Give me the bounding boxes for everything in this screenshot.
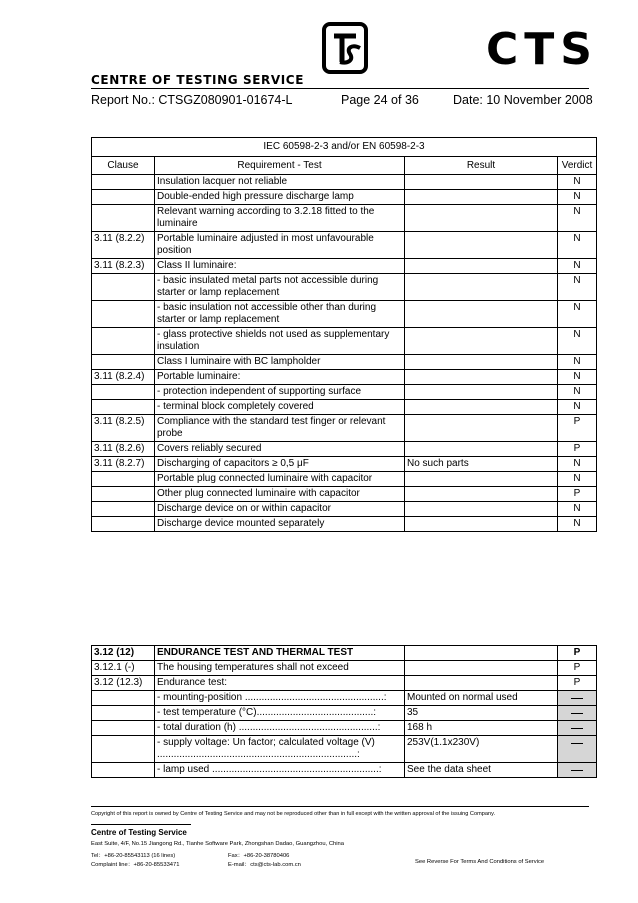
verdict-cell: N (558, 175, 597, 190)
header-divider (91, 88, 589, 89)
result-cell: 35 (405, 706, 558, 721)
report-number: Report No.: CTSGZ080901-01674-L (91, 93, 293, 107)
table-row (92, 274, 597, 301)
table-row (92, 205, 597, 232)
clause-cell (92, 400, 155, 415)
footer-address: East Suite, 4/F, No.15 Jiangong Rd., Tianhe Software Park, Zhongshan Dadao, Guangzhou, China (91, 841, 344, 847)
requirement-cell: - protection independent of supporting surface (155, 385, 405, 400)
verdict-cell: N (558, 517, 597, 532)
verdict-cell: N (558, 385, 597, 400)
result-cell (405, 175, 558, 190)
report-date: Date: 10 November 2008 (453, 93, 593, 107)
table-row (92, 472, 597, 487)
requirement-cell: Portable luminaire adjusted in most unfavourable position (155, 232, 405, 259)
result-cell (405, 415, 558, 442)
requirement-cell: Discharge device on or within capacitor (155, 502, 405, 517)
table-row (92, 706, 597, 721)
result-cell: 253V(1.1x230V) (405, 736, 558, 763)
verdict-header: Verdict (558, 157, 597, 175)
table-row (92, 763, 597, 778)
clause-cell (92, 502, 155, 517)
result-cell (405, 661, 558, 676)
verdict-cell: N (558, 259, 597, 274)
clause-cell (92, 736, 155, 763)
table-row (92, 661, 597, 676)
verdict-cell (558, 763, 597, 778)
requirement-cell: Other plug connected luminaire with capacitor (155, 487, 405, 502)
requirement-cell: - basic insulation not accessible other than during starter or lamp replacement (155, 301, 405, 328)
requirement-cell: - mounting-position ..................................................: (155, 691, 405, 706)
clause-cell (92, 763, 155, 778)
clause-cell: 3.12.1 (-) (92, 661, 155, 676)
footer-company: Centre of Testing Service (91, 828, 187, 837)
verdict-cell: P (558, 487, 597, 502)
table-row (92, 442, 597, 457)
requirement-cell: - basic insulated metal parts not accessible during starter or lamp replacement (155, 274, 405, 301)
verdict-cell: N (558, 457, 597, 472)
clause-cell (92, 328, 155, 355)
not-applicable-dash (571, 698, 583, 699)
footer-tel: Tel：+86-20-85543113 (16 lines) (91, 853, 176, 859)
result-cell (405, 301, 558, 328)
cts-logo: CTS (486, 24, 598, 75)
verdict-cell: P (558, 442, 597, 457)
table-row (92, 502, 597, 517)
footer-divider (91, 806, 589, 807)
requirement-cell: Covers reliably secured (155, 442, 405, 457)
footer-terms: See Reverse For Terms And Conditions of Service (415, 859, 545, 865)
requirement-cell: Compliance with the standard test finger or relevant probe (155, 415, 405, 442)
result-cell (405, 190, 558, 205)
table-row (92, 691, 597, 706)
table-row (92, 457, 597, 472)
table-row (92, 517, 597, 532)
table-row (92, 721, 597, 736)
clause-cell (92, 385, 155, 400)
footer-complaint: Complaint line：+86-20-85533471 (91, 862, 180, 868)
requirement-cell: - total duration (h) ..................................................: (155, 721, 405, 736)
cs-logo-icon (322, 22, 368, 74)
not-applicable-dash (571, 713, 583, 714)
clause-cell: 3.12 (12) (92, 646, 155, 661)
table-row (92, 370, 597, 385)
requirement-cell: - lamp used ............................................................: (155, 763, 405, 778)
requirement-cell: Portable plug connected luminaire with capacitor (155, 472, 405, 487)
result-cell: 168 h (405, 721, 558, 736)
verdict-cell: P (558, 661, 597, 676)
clause-cell (92, 190, 155, 205)
table-row (92, 385, 597, 400)
verdict-cell: N (558, 355, 597, 370)
result-cell (405, 259, 558, 274)
verdict-cell (558, 706, 597, 721)
requirement-cell: - supply voltage: Un factor; calculated voltage (V) ........................................................................: (155, 736, 405, 763)
verdict-cell: N (558, 190, 597, 205)
verdict-cell: N (558, 502, 597, 517)
result-cell: See the data sheet (405, 763, 558, 778)
not-applicable-dash (571, 728, 583, 729)
clause-cell (92, 691, 155, 706)
footer-email: E-mail：cts@cts-lab.com.cn (228, 862, 301, 868)
requirements-table (91, 137, 597, 532)
clause-header: Clause (92, 157, 155, 175)
clause-cell: 3.11 (8.2.7) (92, 457, 155, 472)
table-header-row (92, 157, 597, 175)
table-row (92, 736, 597, 763)
clause-cell: 3.11 (8.2.2) (92, 232, 155, 259)
requirement-cell: Discharge device mounted separately (155, 517, 405, 532)
result-cell (405, 646, 558, 661)
requirement-cell: Discharging of capacitors ≥ 0,5 μF (155, 457, 405, 472)
requirement-cell: Double-ended high pressure discharge lamp (155, 190, 405, 205)
company-name: CENTRE OF TESTING SERVICE (91, 73, 305, 87)
result-cell (405, 676, 558, 691)
result-cell (405, 385, 558, 400)
clause-cell (92, 487, 155, 502)
clause-cell (92, 355, 155, 370)
clause-cell (92, 175, 155, 190)
not-applicable-dash (571, 743, 583, 744)
verdict-cell: N (558, 274, 597, 301)
requirement-cell: Insulation lacquer not reliable (155, 175, 405, 190)
requirement-cell: - terminal block completely covered (155, 400, 405, 415)
requirement-cell: ENDURANCE TEST AND THERMAL TEST (155, 646, 405, 661)
verdict-cell: N (558, 232, 597, 259)
requirement-cell: The housing temperatures shall not exceed (155, 661, 405, 676)
result-cell (405, 205, 558, 232)
result-cell (405, 355, 558, 370)
clause-cell (92, 274, 155, 301)
clause-cell (92, 706, 155, 721)
clause-cell: 3.12 (12.3) (92, 676, 155, 691)
verdict-cell: N (558, 400, 597, 415)
verdict-cell: P (558, 646, 597, 661)
clause-cell: 3.11 (8.2.3) (92, 259, 155, 274)
requirement-cell: Endurance test: (155, 676, 405, 691)
table-title-row (92, 138, 597, 157)
table-row (92, 175, 597, 190)
verdict-cell: N (558, 370, 597, 385)
clause-cell (92, 205, 155, 232)
verdict-cell: N (558, 205, 597, 232)
requirement-header: Requirement - Test (155, 157, 405, 175)
clause-cell (92, 721, 155, 736)
table-row (92, 487, 597, 502)
clause-cell: 3.11 (8.2.6) (92, 442, 155, 457)
requirement-cell: Relevant warning according to 3.2.18 fitted to the luminaire (155, 205, 405, 232)
result-cell: No such parts (405, 457, 558, 472)
result-cell (405, 274, 558, 301)
table-row (92, 400, 597, 415)
table-row (92, 355, 597, 370)
clause-cell (92, 301, 155, 328)
verdict-cell: N (558, 328, 597, 355)
clause-cell: 3.11 (8.2.4) (92, 370, 155, 385)
page-number: Page 24 of 36 (341, 93, 419, 107)
table-row (92, 415, 597, 442)
requirement-cell: Class I luminaire with BC lampholder (155, 355, 405, 370)
verdict-cell: P (558, 676, 597, 691)
copyright-notice: Copyright of this report is owned by Centre of Testing Service and may not be reproduced other than in full except with the written approval of the issuing Company. (91, 811, 496, 817)
footer-short-divider (91, 824, 191, 825)
table-row (92, 328, 597, 355)
result-cell (405, 232, 558, 259)
endurance-table (91, 645, 597, 778)
not-applicable-dash (571, 770, 583, 771)
verdict-cell: N (558, 472, 597, 487)
table-row (92, 232, 597, 259)
requirement-cell: - test temperature (°C)..........................................: (155, 706, 405, 721)
table-row (92, 646, 597, 661)
table-row (92, 301, 597, 328)
verdict-cell: N (558, 301, 597, 328)
verdict-cell: P (558, 415, 597, 442)
result-header: Result (405, 157, 558, 175)
clause-cell (92, 517, 155, 532)
table-standard-title: IEC 60598-2-3 and/or EN 60598-2-3 (92, 138, 597, 157)
result-cell: Mounted on normal used (405, 691, 558, 706)
table-row (92, 190, 597, 205)
verdict-cell (558, 736, 597, 763)
result-cell (405, 502, 558, 517)
footer-fax: Fax：+86-20-38780406 (228, 853, 290, 859)
result-cell (405, 487, 558, 502)
verdict-cell (558, 721, 597, 736)
requirement-cell: - glass protective shields not used as supplementary insulation (155, 328, 405, 355)
requirement-cell: Class II luminaire: (155, 259, 405, 274)
verdict-cell (558, 691, 597, 706)
clause-cell (92, 472, 155, 487)
requirement-cell: Portable luminaire: (155, 370, 405, 385)
result-cell (405, 328, 558, 355)
result-cell (405, 370, 558, 385)
table-row (92, 676, 597, 691)
result-cell (405, 517, 558, 532)
table-row (92, 259, 597, 274)
result-cell (405, 472, 558, 487)
clause-cell: 3.11 (8.2.5) (92, 415, 155, 442)
result-cell (405, 400, 558, 415)
result-cell (405, 442, 558, 457)
